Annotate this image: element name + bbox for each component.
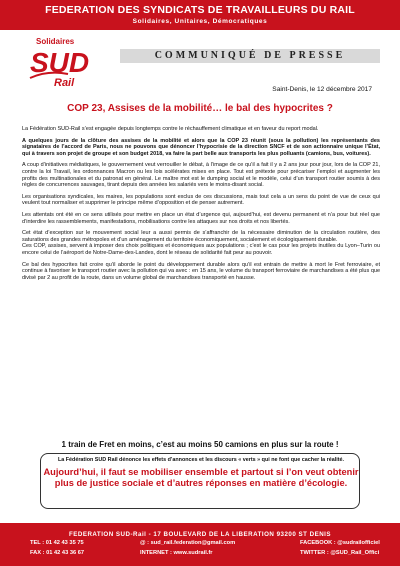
paragraph-1: La Fédération SUD-Rail s’est engagée depuis longtemps contre le réchauffement climatique et en faveur du report modal. bbox=[22, 126, 319, 132]
footer-fax: FAX : 01 42 43 36 67 bbox=[30, 550, 85, 556]
paragraph-5: Les attentats ont été en ce sens utilisés pour mettre en place un état d’urgence qui, aujourd’hui, est devenu permanent et n’a pour but réel que d’interdire les rassemblements, manifestations, mobilisations contre les attaques sur nos droits et nos libertés. bbox=[22, 211, 380, 225]
footer-facebook[interactable]: FACEBOOK : @sudrailofficiel bbox=[300, 540, 380, 546]
svg-text:SUD: SUD bbox=[30, 47, 90, 78]
federation-title: FEDERATION DES SYNDICATS DE TRAVAILLEURS DU RAIL bbox=[45, 4, 355, 16]
footer-email[interactable]: @ : sud_rail.federation@gmail.com bbox=[140, 540, 236, 546]
paragraph-2: A quelques jours de la clôture des assises de la mobilité et alors que la COP 23 réunit (sous la pollution) les représentants des signataires de l’accord de Paris, nous ne pouvons que dénoncer l’hypocrisie de la direction SNCF et de son actionnaire unique l’État, qui à travers son projet de groupe et son budget 2018, va faire la part belle aux transports les plus polluants (camions, bus, voitures). bbox=[22, 137, 380, 157]
sud-rail-logo bbox=[28, 34, 90, 94]
communique-heading: COMMUNIQUÉ DE PRESSE bbox=[154, 50, 346, 61]
callout-line-2: Aujourd’hui, il faut se mobiliser ensemble et partout si l’on veut obtenir bbox=[43, 467, 359, 477]
document-title: COP 23, Assises de la mobilité… le bal des hypocrites ? bbox=[67, 103, 333, 114]
slogan: 1 train de Fret en moins, c’est au moins 50 camions en plus sur la route ! bbox=[61, 440, 339, 449]
svg-text:Solidaires: Solidaires bbox=[36, 37, 75, 46]
paragraph-3: A coup d’initiatives médiatiques, le gouvernement veut verrouiller le débat, à l’image de ce qu’il a fait il y a 2 ans jour pour jour, lors de la COP 21, contre la loi Travail, les ordonnances Macron ou les lois scélérates mises en place. Tout est prétexte pour précariser l’emploi et augmenter les profits des multinationales et du patronat en général. Le maître mot est le dumping social et le modèle, celui d’un transport routier soumis à des règles de concurrences sauvages, tirant depuis des années les salariés vers le moins-disant social. bbox=[22, 162, 380, 189]
federation-subtitle: Solidaires, Unitaires, Démocratiques bbox=[132, 18, 268, 25]
paragraph-4: Les organisations syndicales, les maires, les populations sont exclus de ces discussions, mais tout cela a un sens du point de vue de ceux qui veulent tout normaliser et supprimer le principe même d’opposition et de penser autrement. bbox=[22, 193, 380, 207]
footer-internet[interactable]: INTERNET : www.sudrail.fr bbox=[140, 550, 213, 556]
paragraph-6b: Ces COP, assises, servent à imposer des choix politiques et économiques aux populations ; c’est le cas pour les projets inutiles du Lyon–Turin ou encore celui de l’aéroport de Notre-Dame-des-Landes, dont le réseau de solidarité fait peur au pouvoir. bbox=[22, 243, 380, 256]
paragraph-6a: Cet état d’exception sur le mouvement social leur a aussi permis de s’affranchir de la nécessaire diminution de la circulation routière, des saturations des grandes métropoles et d’un aménagement du territoire économiquement, socialement et écologiquement durable. bbox=[22, 230, 380, 243]
paragraph-7: Ce bal des hypocrites fait croire qu’il aborde le point du développement durable alors qu’il est entrain de mettre à mort le Fret ferroviaire, et continue à favoriser le transport routier avec la pollution qui va avec : en 15 ans, le volume du transport ferroviaire de marchandises a été plus que divisé par 2 au profit de la route, dans un volume global de marchandises transporté en hausse. bbox=[22, 261, 380, 281]
callout-line-1: La Fédération SUD Rail dénonce les effets d’annonces et les discours « verts » qui ne font que cacher la réalité. bbox=[57, 457, 345, 463]
footer-tel: TEL : 01 42 43 35 75 bbox=[30, 540, 84, 546]
footer-twitter[interactable]: TWITTER : @SUD_Rail_Offici bbox=[300, 550, 380, 556]
footer-address: FEDERATION SUD-Rail - 17 BOULEVARD DE LA LIBERATION 93200 ST DENIS bbox=[68, 531, 332, 538]
svg-text:Rail: Rail bbox=[54, 77, 75, 89]
callout-line-3: plus de justice sociale et d’autres réponses en matière d’écologie. bbox=[54, 478, 348, 488]
body-text bbox=[22, 126, 380, 286]
document-date: Saint-Denis, le 12 décembre 2017 bbox=[272, 86, 372, 93]
callout-message bbox=[40, 467, 362, 489]
